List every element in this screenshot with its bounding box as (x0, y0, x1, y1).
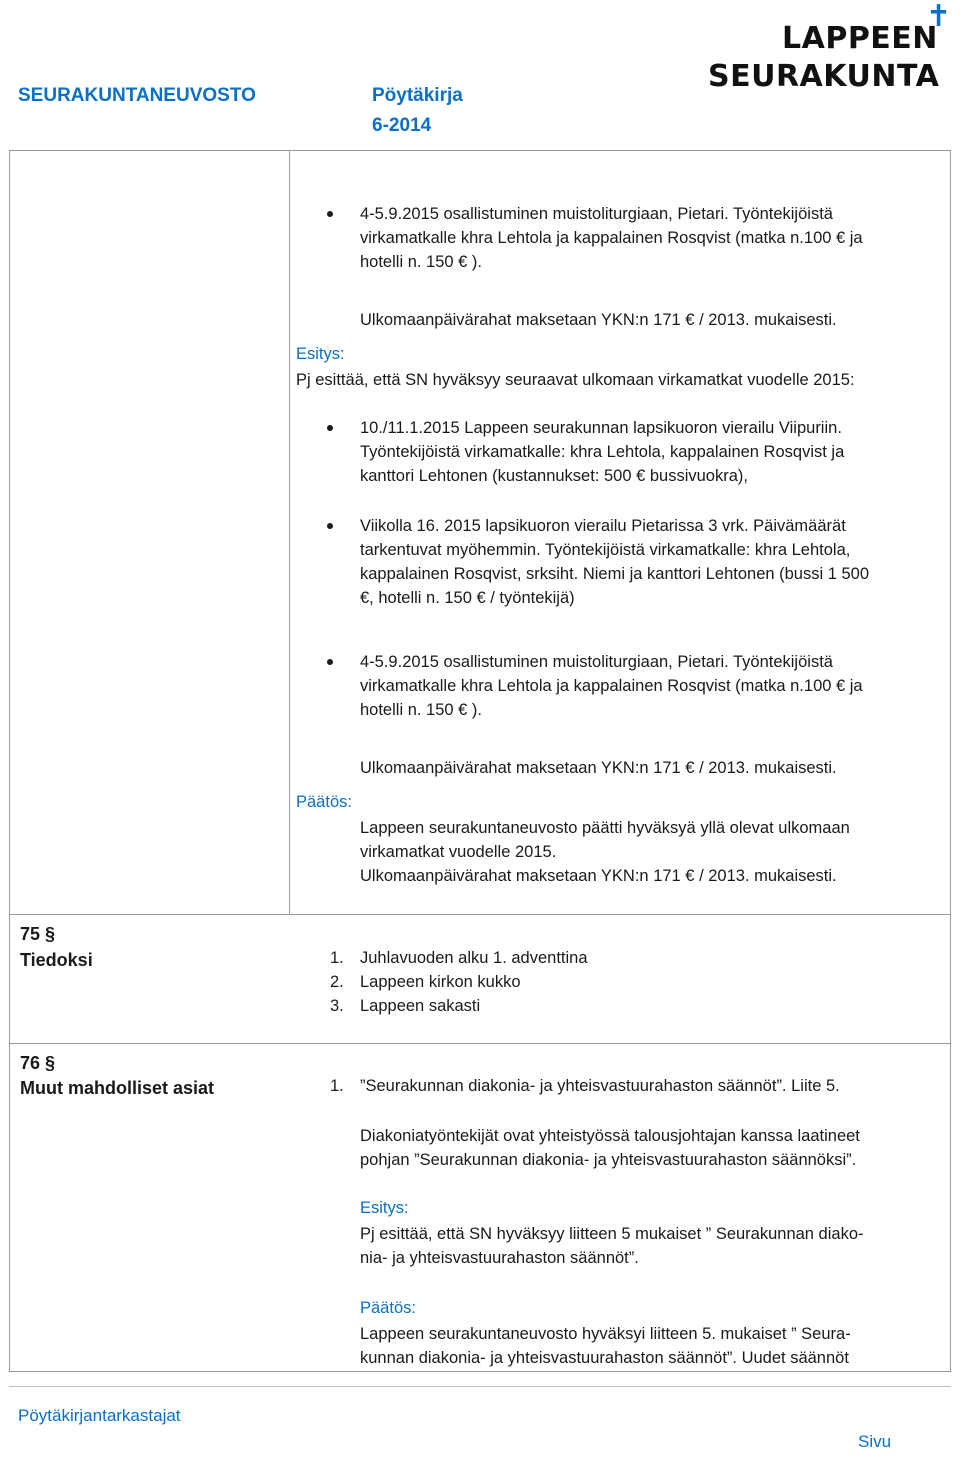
section-title: Tiedoksi (20, 950, 93, 970)
esitys-label: Esitys: (296, 345, 345, 363)
list-item: Juhlavuoden alku 1. adventtina (360, 949, 588, 967)
trip-bullet: 10./11.1.2015 Lappeen seurakunnan lapsikuoron vierailu Viipuriin. Työntekijöistä virkamatkalle: khra Lehtola, kappalainen Rosqvist ja kanttori Lehtonen (kustannukset: 500 € bussivuokra), (360, 419, 845, 485)
allowance-note: Ulkomaanpäivärahat maksetaan YKN:n 171 € / 2013. mukaisesti. (360, 311, 837, 329)
row-divider (9, 1043, 951, 1044)
bullet-icon (327, 425, 333, 431)
trip-bullet: 4-5.9.2015 osallistuminen muistoliturgiaan, Pietari. Työntekijöistä virkamatkalle khra Lehtola ja kappalainen Rosqvist (matka n.100 € ja hotelli n. 150 € ). (360, 653, 863, 719)
trip-bullet: 4-5.9.2015 osallistuminen muistoliturgiaan, Pietari. Työntekijöistä virkamatkalle khra Lehtola ja kappalainen Rosqvist (matka n.100 € ja hotelli n. 150 € ). (360, 205, 863, 271)
footer-rule (9, 1386, 951, 1387)
section-number: 76 § (20, 1053, 56, 1073)
esitys-label: Esitys: (360, 1199, 409, 1217)
list-item: Lappeen kirkon kukko (360, 973, 521, 991)
esitys-text: Pj esittää, että SN hyväksyy liitteen 5 mukaiset ” Seurakunnan diako- nia- ja yhteisvastuurahaston säännöt”. (360, 1225, 864, 1267)
logo-line1: LAPPEEN (782, 21, 938, 56)
trip-bullet: Viikolla 16. 2015 lapsikuoron vierailu Pietarissa 3 vrk. Päivämäärät tarkentuvat myöhemmin. Työntekijöistä virkamatkalle: khra Lehtola, kappalainen Rosqvist, srksiht. Niemi ja kanttori Lehtonen (bussi 1 500 €, hotelli n. 150 € / työntekijä) (360, 517, 870, 607)
doc-type: Pöytäkirja (372, 85, 463, 106)
esitys-text: Pj esittää, että SN hyväksyy seuraavat ulkomaan virkamatkat vuodelle 2015: (296, 371, 855, 389)
table-divider (289, 150, 290, 915)
diakonia-paragraph: Diakoniatyöntekijät ovat yhteistyössä talousjohtajan kanssa laatineet pohjan ”Seurakunnan diakonia- ja yhteisvastuurahaston säännöksi”. (360, 1127, 860, 1169)
row-divider (9, 914, 951, 915)
list-item: Lappeen sakasti (360, 997, 481, 1015)
paatos-text: Lappeen seurakuntaneuvosto päätti hyväksyä yllä olevat ulkomaan virkamatkat vuodelle 2015. Ulkomaanpäivärahat maksetaan YKN:n 171 € / 2013. mukaisesti. (360, 819, 850, 885)
cross-icon: ✝ (926, 0, 952, 33)
doc-number: 6-2014 (372, 115, 432, 136)
item-number: 1. (330, 1077, 344, 1095)
footer-page: Sivu (858, 1432, 892, 1451)
org-name: SEURAKUNTANEUVOSTO (18, 85, 256, 106)
paatos-label: Päätös: (296, 793, 352, 811)
section-number: 75 § (20, 924, 56, 944)
paatos-label: Päätös: (360, 1299, 416, 1317)
allowance-note: Ulkomaanpäivärahat maksetaan YKN:n 171 € / 2013. mukaisesti. (360, 759, 837, 777)
paatos-text: Lappeen seurakuntaneuvosto hyväksyi liitteen 5. mukaiset ” Seura- kunnan diakonia- ja yhteisvastuurahaston säännöt”. Uudet säännöt (360, 1325, 851, 1367)
footer-reviewers: Pöytäkirjantarkastajat (18, 1406, 181, 1425)
item-title: ”Seurakunnan diakonia- ja yhteisvastuurahaston säännöt”. Liite 5. (360, 1077, 840, 1095)
section-title: Muut mahdolliset asiat (20, 1078, 215, 1098)
bullet-icon (327, 523, 333, 529)
logo-line2: SEURAKUNTA (708, 59, 940, 94)
bullet-icon (327, 659, 333, 665)
bullet-icon (327, 211, 333, 217)
